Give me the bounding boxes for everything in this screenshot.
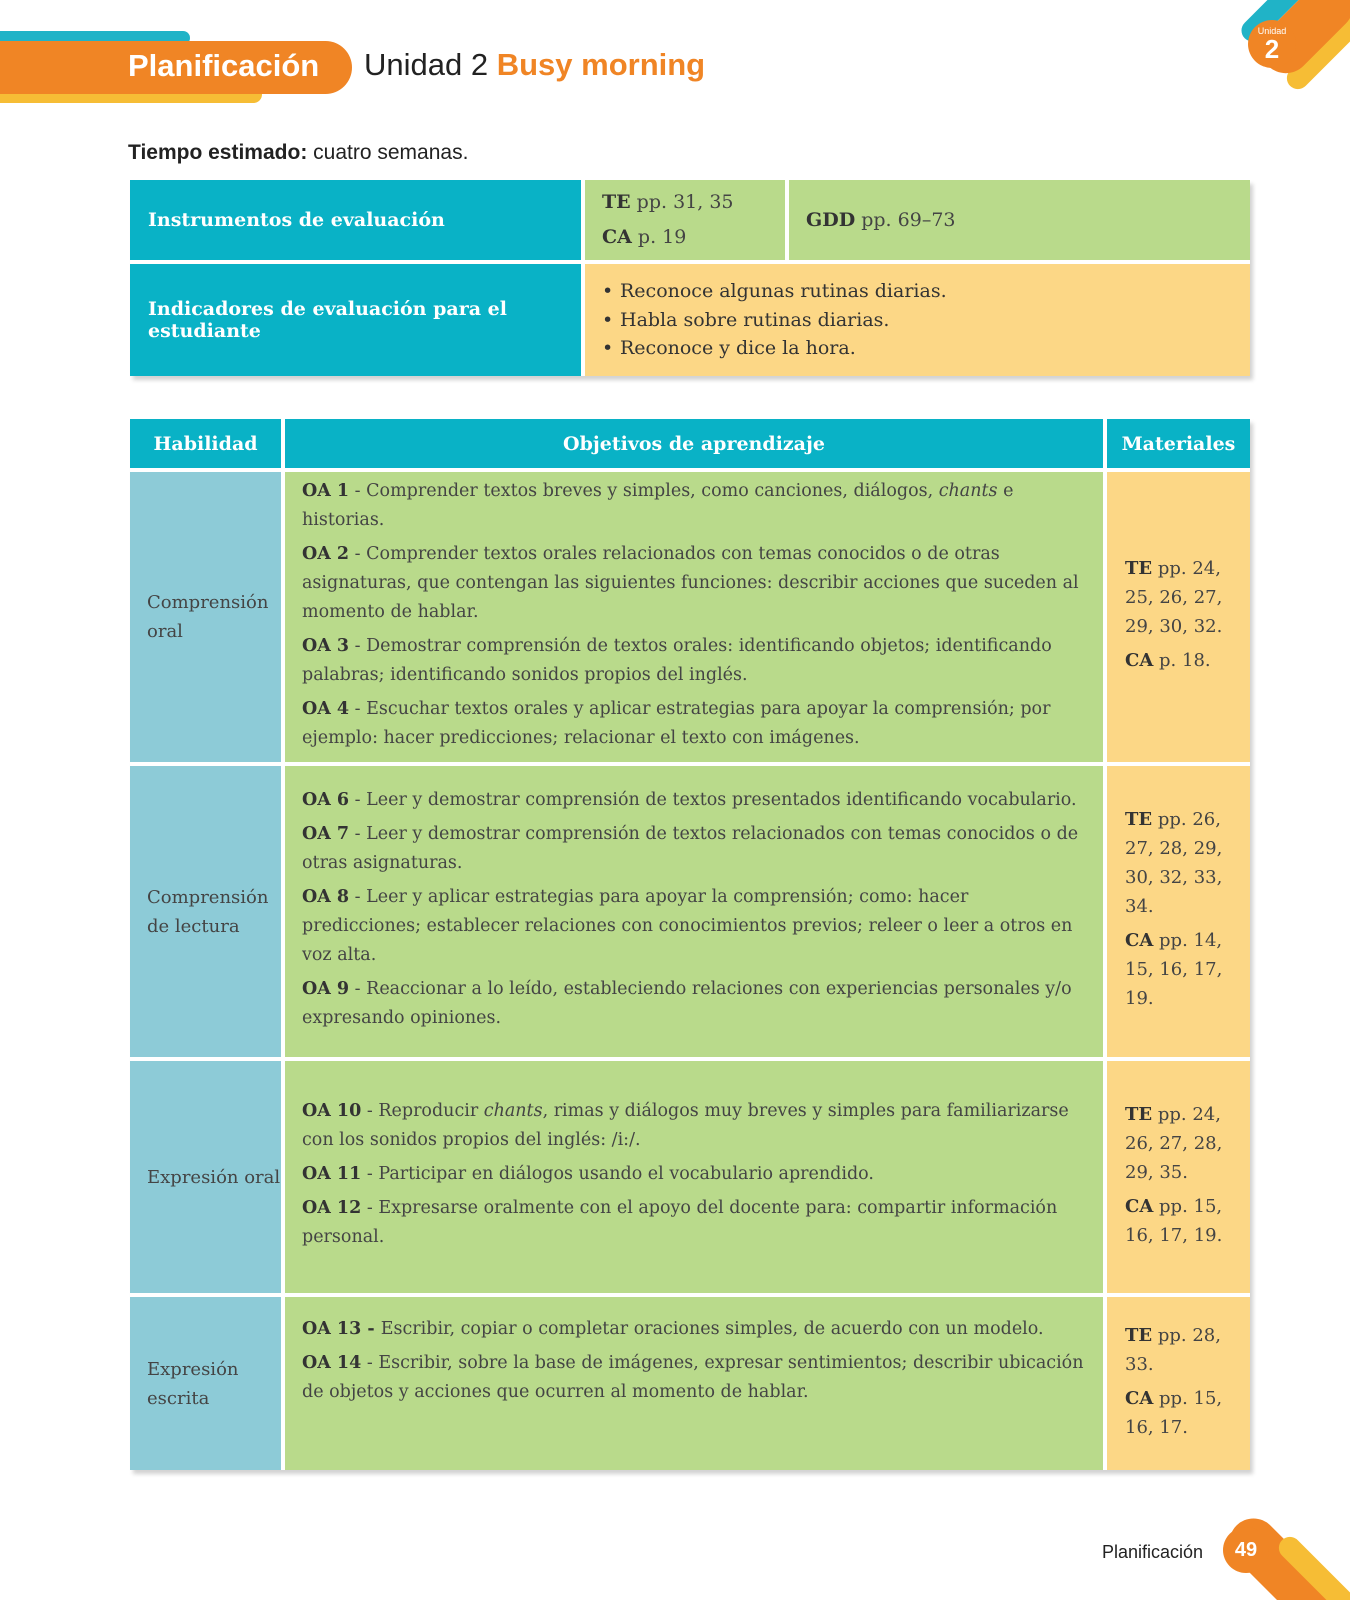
- instruments-gdd: [789, 180, 1250, 260]
- material-item: CA pp. 15, 16, 17, 19.: [1125, 1195, 1223, 1246]
- objective-item: OA 4 - Escuchar textos orales y aplicar estrategias para apoyar la comprensión; por ejemplo: hacer predicciones; relacionar el texto con imágenes.: [302, 698, 1051, 748]
- objective-item: OA 11 - Participar en diálogos usando el vocabulario aprendido.: [302, 1164, 874, 1184]
- instruments-label: Instrumentos de evaluación: [148, 209, 445, 231]
- estimated-time-label: Tiempo estimado:: [128, 141, 308, 164]
- objective-item: OA 10 - Reproducir chants, rimas y diálogos muy breves y simples para familiarizarse con los sonidos propios del inglés: /i:/.: [302, 1101, 1069, 1150]
- indicator-item: • Habla sobre rutinas diarias.: [602, 306, 947, 335]
- material-item: TE pp. 28, 33.: [1125, 1324, 1221, 1375]
- estimated-time: [128, 141, 468, 165]
- objective-item: OA 12 - Expresarse oralmente con el apoyo del docente para: compartir información personal.: [302, 1198, 1058, 1247]
- instruments-header: [130, 180, 581, 260]
- skill-cell: Comprensión de lectura: [130, 766, 281, 1057]
- objective-item: OA 2 - Comprender textos orales relacionados con temas conocidos o de otras asignaturas, que contengan las siguientes funciones: describir acciones que suceden al momento de hablar.: [302, 543, 1079, 622]
- indicator-item: • Reconoce algunas rutinas diarias.: [602, 277, 947, 306]
- material-item: TE pp. 26, 27, 28, 29, 30, 32, 33, 34.: [1125, 809, 1223, 917]
- indicators-header: [130, 264, 581, 376]
- materials-cell: [1107, 1297, 1250, 1470]
- unit-title: [364, 47, 705, 83]
- materials-cell: [1107, 766, 1250, 1057]
- indicators-label: Indicadores de evaluación para el estudiante: [148, 298, 507, 342]
- material-item: CA pp. 14, 15, 16, 17, 19.: [1125, 930, 1223, 1009]
- skill-cell: Expresión escrita: [130, 1297, 281, 1470]
- objective-item: OA 7 - Leer y demostrar comprensión de textos relacionados con temas conocidos o de otras asignaturas.: [302, 823, 1079, 873]
- column-header-objectives: Objetivos de aprendizaje: [285, 419, 1103, 468]
- objective-item: OA 14 - Escribir, sobre la base de imágenes, expresar sentimientos; describir ubicación de objetos y acciones que ocurren al momento de hablar.: [302, 1353, 1084, 1402]
- unit-badge-number: 2: [1264, 34, 1280, 64]
- objectives-cell: [285, 1297, 1103, 1470]
- page-number: 49: [1223, 1527, 1269, 1573]
- material-item: TE pp. 24, 25, 26, 27, 29, 30, 32.: [1125, 558, 1223, 637]
- materials-cell: [1107, 472, 1250, 762]
- objective-item: OA 9 - Reaccionar a lo leído, estableciendo relaciones con experiencias personales y/o expresando opiniones.: [302, 978, 1072, 1028]
- objectives-cell: [285, 1061, 1103, 1293]
- instruments-te-ca: [585, 180, 785, 260]
- material-item: CA pp. 15, 16, 17.: [1125, 1387, 1223, 1438]
- indicators-list: [602, 277, 947, 363]
- ca-reference: CA p. 19: [602, 226, 687, 248]
- materials-cell: [1107, 1061, 1250, 1293]
- objectives-cell: [285, 472, 1103, 762]
- unit-prefix: Unidad 2: [364, 47, 489, 82]
- objective-item: OA 8 - Leer y aplicar estrategias para apoyar la comprensión; como: hacer predicciones; establecer relaciones con conocimientos previos; releer o leer a otros en voz alta.: [302, 886, 1073, 965]
- unit-name: Busy morning: [496, 47, 706, 82]
- objective-item: OA 1 - Comprender textos breves y simples, como canciones, diálogos, chants e historias.: [302, 480, 1014, 530]
- evaluation-table: [130, 180, 1250, 376]
- column-header-skill: Habilidad: [130, 419, 281, 468]
- objectives-cell: [285, 766, 1103, 1057]
- skill-cell: Expresión oral: [130, 1061, 281, 1293]
- unit-badge: [1248, 20, 1296, 68]
- header-tag: Planificación: [128, 48, 320, 83]
- skill-cell: Comprensión oral: [130, 472, 281, 762]
- footer-label: Planificación: [1102, 1542, 1204, 1562]
- material-item: CA p. 18.: [1125, 650, 1211, 671]
- indicator-item: • Reconoce y dice la hora.: [602, 334, 947, 363]
- objective-item: OA 13 - Escribir, copiar o completar oraciones simples, de acuerdo con un modelo.: [302, 1319, 1044, 1339]
- indicators-cell: [585, 264, 1250, 376]
- unit-badge-label: Unidad: [1257, 26, 1287, 36]
- te-reference: TE pp. 31, 35: [602, 191, 734, 213]
- objective-item: OA 6 - Leer y demostrar comprensión de textos presentados identificando vocabulario.: [302, 789, 1077, 810]
- column-header-materials: Materiales: [1107, 419, 1250, 468]
- material-item: TE pp. 24, 26, 27, 28, 29, 35.: [1125, 1103, 1223, 1183]
- gdd-reference: GDD pp. 69–73: [806, 209, 956, 231]
- objective-item: OA 3 - Demostrar comprensión de textos orales: identificando objetos; identificando palabras; identificando sonidos propios del inglés.: [302, 635, 1052, 685]
- planning-table: [130, 419, 1250, 1470]
- estimated-time-value: cuatro semanas.: [313, 141, 469, 164]
